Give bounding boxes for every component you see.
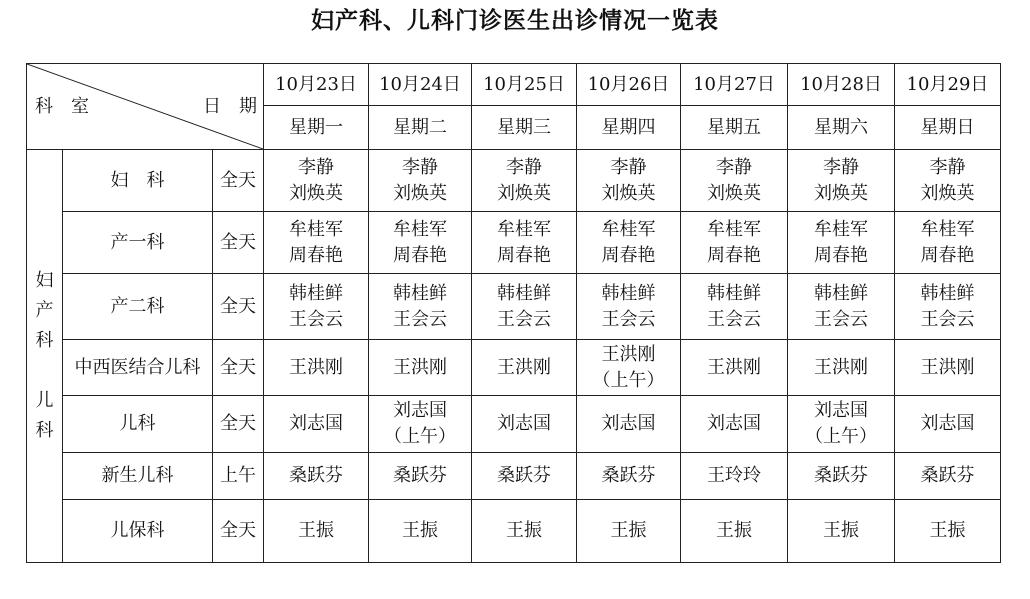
doctor-name: 王会云 bbox=[601, 308, 656, 330]
schedule-cell bbox=[264, 500, 369, 563]
schedule-cell bbox=[577, 500, 681, 563]
schedule-cell bbox=[895, 274, 1001, 340]
schedule-cell bbox=[369, 453, 472, 500]
doctor-name: 王洪刚 bbox=[497, 356, 552, 378]
date-header: 10月25日 bbox=[472, 64, 577, 106]
department-name: 新生儿科 bbox=[63, 453, 213, 500]
doctor-name: 韩桂鲜 bbox=[497, 282, 552, 304]
doctor-name: 牟桂军 bbox=[707, 218, 762, 240]
schedule-cell bbox=[681, 453, 788, 500]
session-time: 全天 bbox=[213, 274, 264, 340]
doctor-name: 王洪刚 bbox=[920, 356, 975, 378]
doctor-name: 牟桂军 bbox=[814, 218, 869, 240]
doctor-name: 周春艳 bbox=[814, 244, 869, 266]
table-row bbox=[27, 212, 1001, 274]
date-header: 10月24日 bbox=[369, 64, 472, 106]
doctor-name: 周春艳 bbox=[289, 244, 344, 266]
schedule-cell bbox=[895, 396, 1001, 453]
schedule-cell bbox=[788, 150, 895, 212]
doctor-name: 刘焕英 bbox=[393, 182, 448, 204]
schedule-cell bbox=[788, 340, 895, 396]
corner-label-date: 日 期 bbox=[203, 96, 258, 117]
session-time: 全天 bbox=[213, 150, 264, 212]
doctor-name: 韩桂鲜 bbox=[707, 282, 762, 304]
schedule-cell bbox=[369, 212, 472, 274]
schedule-cell bbox=[681, 500, 788, 563]
doctor-name: 王洪刚 bbox=[814, 356, 869, 378]
schedule-cell bbox=[472, 212, 577, 274]
schedule-cell bbox=[577, 150, 681, 212]
weekday-header: 星期一 bbox=[264, 106, 369, 150]
doctor-name: 刘焕英 bbox=[814, 182, 869, 204]
weekday-header: 星期三 bbox=[472, 106, 577, 150]
doctor-name: 刘志国 bbox=[814, 400, 869, 421]
schedule-cell bbox=[472, 150, 577, 212]
schedule-cell bbox=[895, 453, 1001, 500]
doctor-name: 周春艳 bbox=[920, 244, 975, 266]
doctor-name: 刘焕英 bbox=[289, 182, 344, 204]
table-row bbox=[27, 500, 1001, 563]
doctor-name: 王振 bbox=[716, 520, 753, 541]
department-name: 产二科 bbox=[63, 274, 213, 340]
doctor-name: 李静 bbox=[823, 156, 860, 178]
doctor-name: 王振 bbox=[506, 520, 543, 541]
corner-label-dept: 科 室 bbox=[35, 96, 89, 117]
schedule-cell bbox=[369, 274, 472, 340]
group-label-char: 科 bbox=[35, 330, 54, 351]
doctor-name: 李静 bbox=[402, 156, 439, 178]
corner-header bbox=[27, 64, 264, 150]
schedule-cell bbox=[895, 212, 1001, 274]
doctor-name: 牟桂军 bbox=[497, 218, 552, 240]
doctor-name: 刘志国 bbox=[707, 413, 762, 434]
table-row bbox=[27, 396, 1001, 453]
schedule-cell bbox=[264, 150, 369, 212]
group-label-char: 儿 bbox=[35, 390, 54, 411]
doctor-name: 桑跃芬 bbox=[393, 465, 448, 486]
schedule-cell bbox=[472, 500, 577, 563]
schedule-cell bbox=[472, 274, 577, 340]
schedule-cell bbox=[264, 212, 369, 274]
session-time: 全天 bbox=[213, 396, 264, 453]
doctor-name: （上午） bbox=[592, 369, 665, 391]
schedule-table bbox=[26, 63, 1001, 563]
doctor-name: 牟桂军 bbox=[920, 218, 975, 240]
weekday-header: 星期六 bbox=[788, 106, 895, 150]
doctor-name: 王会云 bbox=[920, 308, 975, 330]
schedule-cell bbox=[788, 500, 895, 563]
schedule-cell bbox=[472, 340, 577, 396]
group-label-char: 产 bbox=[35, 300, 54, 321]
schedule-cell bbox=[681, 274, 788, 340]
schedule-cell bbox=[788, 396, 895, 453]
schedule-cell bbox=[577, 453, 681, 500]
schedule-cell bbox=[577, 396, 681, 453]
doctor-name: 王振 bbox=[610, 520, 647, 541]
schedule-cell bbox=[472, 396, 577, 453]
doctor-name: 韩桂鲜 bbox=[920, 282, 975, 304]
page-title: 妇产科、儿科门诊医生出诊情况一览表 bbox=[311, 8, 719, 34]
doctor-name: 刘志国 bbox=[920, 413, 975, 434]
weekday-header: 星期四 bbox=[577, 106, 681, 150]
doctor-name: 桑跃芬 bbox=[497, 465, 552, 486]
date-header: 10月23日 bbox=[264, 64, 369, 106]
department-name: 妇 科 bbox=[63, 150, 213, 212]
schedule-cell bbox=[895, 150, 1001, 212]
doctor-name: 周春艳 bbox=[497, 244, 552, 266]
schedule-cell bbox=[788, 212, 895, 274]
group-label-char bbox=[27, 356, 62, 386]
doctor-name: 刘焕英 bbox=[707, 182, 762, 204]
doctor-name: 周春艳 bbox=[601, 244, 656, 266]
schedule-cell bbox=[681, 212, 788, 274]
department-name: 儿科 bbox=[63, 396, 213, 453]
schedule-cell bbox=[577, 274, 681, 340]
date-header: 10月26日 bbox=[577, 64, 681, 106]
schedule-cell bbox=[369, 500, 472, 563]
header-date-row bbox=[27, 64, 1001, 106]
schedule-cell bbox=[264, 340, 369, 396]
schedule-cell bbox=[264, 396, 369, 453]
doctor-name: 韩桂鲜 bbox=[289, 282, 344, 304]
doctor-name: 王洪刚 bbox=[707, 356, 762, 378]
schedule-cell bbox=[681, 150, 788, 212]
group-label-char: 科 bbox=[35, 420, 54, 441]
doctor-name: 李静 bbox=[716, 156, 753, 178]
schedule-cell bbox=[788, 274, 895, 340]
department-name: 儿保科 bbox=[63, 500, 213, 563]
doctor-name: 李静 bbox=[298, 156, 335, 178]
doctor-name: 刘焕英 bbox=[601, 182, 656, 204]
doctor-name: 王振 bbox=[298, 520, 335, 541]
schedule-cell bbox=[681, 340, 788, 396]
doctor-name: 韩桂鲜 bbox=[814, 282, 869, 304]
doctor-name: 王洪刚 bbox=[601, 343, 656, 365]
doctor-name: 李静 bbox=[506, 156, 543, 178]
doctor-name: 桑跃芬 bbox=[920, 465, 975, 486]
doctor-name: 牟桂军 bbox=[289, 218, 344, 240]
doctor-name: 王洪刚 bbox=[393, 356, 448, 378]
doctor-name: 韩桂鲜 bbox=[601, 282, 656, 304]
doctor-name: 刘焕英 bbox=[920, 182, 975, 204]
doctor-name: 桑跃芬 bbox=[814, 465, 869, 486]
doctor-name: 韩桂鲜 bbox=[393, 282, 448, 304]
doctor-name: 王会云 bbox=[289, 308, 344, 330]
doctor-name: 桑跃芬 bbox=[601, 465, 656, 486]
schedule-cell bbox=[895, 500, 1001, 563]
weekday-header: 星期二 bbox=[369, 106, 472, 150]
table-row bbox=[27, 274, 1001, 340]
doctor-name: 刘志国 bbox=[601, 413, 656, 434]
doctor-name: （上午） bbox=[805, 426, 878, 447]
doctor-name: 周春艳 bbox=[393, 244, 448, 266]
group-label-ob-peds bbox=[27, 150, 63, 563]
table-row bbox=[27, 340, 1001, 396]
doctor-name: 王振 bbox=[929, 520, 966, 541]
session-time: 全天 bbox=[213, 340, 264, 396]
schedule-cell bbox=[577, 340, 681, 396]
doctor-name: 刘焕英 bbox=[497, 182, 552, 204]
schedule-cell bbox=[577, 212, 681, 274]
weekday-header: 星期五 bbox=[681, 106, 788, 150]
doctor-name: 王洪刚 bbox=[289, 356, 344, 378]
doctor-name: 王振 bbox=[402, 520, 439, 541]
doctor-name: 王会云 bbox=[497, 308, 552, 330]
group-label-char: 妇 bbox=[35, 270, 54, 291]
doctor-name: 王会云 bbox=[393, 308, 448, 330]
session-time: 全天 bbox=[213, 500, 264, 563]
doctor-name: 周春艳 bbox=[707, 244, 762, 266]
date-header: 10月29日 bbox=[895, 64, 1001, 106]
schedule-cell bbox=[369, 396, 472, 453]
schedule-cell bbox=[472, 453, 577, 500]
doctor-name: 王玲玲 bbox=[707, 465, 762, 486]
doctor-name: 牟桂军 bbox=[601, 218, 656, 240]
doctor-name: 刘志国 bbox=[289, 413, 344, 434]
department-name: 产一科 bbox=[63, 212, 213, 274]
doctor-name: 牟桂军 bbox=[393, 218, 448, 240]
schedule-cell bbox=[264, 453, 369, 500]
schedule-cell bbox=[369, 340, 472, 396]
date-header: 10月27日 bbox=[681, 64, 788, 106]
doctor-name: 王振 bbox=[823, 520, 860, 541]
doctor-name: 王会云 bbox=[707, 308, 762, 330]
schedule-cell bbox=[264, 274, 369, 340]
table-row bbox=[27, 150, 1001, 212]
doctor-name: 刘志国 bbox=[497, 413, 552, 434]
schedule-cell bbox=[369, 150, 472, 212]
doctor-name: 李静 bbox=[929, 156, 966, 178]
schedule-cell bbox=[895, 340, 1001, 396]
session-time: 全天 bbox=[213, 212, 264, 274]
schedule-cell bbox=[788, 453, 895, 500]
doctor-name: 李静 bbox=[610, 156, 647, 178]
table-row bbox=[27, 453, 1001, 500]
department-name: 中西医结合儿科 bbox=[63, 340, 213, 396]
weekday-header: 星期日 bbox=[895, 106, 1001, 150]
date-header: 10月28日 bbox=[788, 64, 895, 106]
doctor-name: 刘志国 bbox=[393, 400, 448, 421]
doctor-name: 王会云 bbox=[814, 308, 869, 330]
doctor-name: 桑跃芬 bbox=[289, 465, 344, 486]
session-time: 上午 bbox=[213, 453, 264, 500]
schedule-cell bbox=[681, 396, 788, 453]
doctor-name: （上午） bbox=[384, 426, 457, 447]
